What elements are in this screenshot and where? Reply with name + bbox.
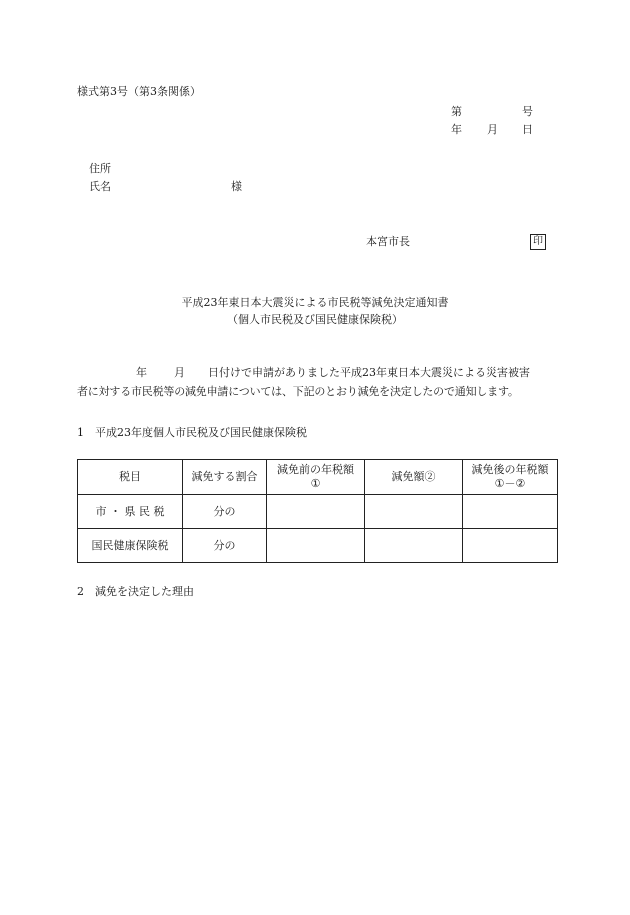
body-month: 月 (174, 366, 185, 379)
row-tax-item: 市 ・ 県 民 税 (78, 495, 183, 529)
header-after-line2: ①－② (494, 477, 526, 490)
tax-table (77, 459, 558, 563)
header-after-line1: 減免後の年税額 (471, 463, 549, 477)
header-rate: 減免する割合 (183, 460, 267, 495)
seal-stamp: 印 (530, 234, 546, 250)
header-before (267, 460, 365, 495)
header-amount: 減免額② (365, 460, 463, 495)
sender-title: 本宮市長 (366, 235, 410, 248)
header-before-line1: 減免前の年税額 (277, 463, 354, 477)
body-line1: 日付けで申請がありました平成23年東日本大震災による災害被害 (208, 366, 530, 379)
body-year: 年 (136, 366, 147, 379)
section1-number: 1 (77, 426, 84, 439)
date-month: 月 (487, 123, 498, 136)
row-amount (365, 529, 463, 563)
row-before (267, 529, 365, 563)
doc-number-prefix: 第 (451, 105, 462, 118)
name-label: 氏名 (89, 180, 111, 193)
row-after (463, 529, 558, 563)
body-line2: 者に対する市民税等の減免申請については、下記のとおり減免を決定したので通知します。 (77, 385, 519, 398)
header-after (463, 460, 558, 495)
row-tax-item: 国民健康保険税 (78, 529, 183, 563)
address-label: 住所 (89, 162, 111, 175)
honorific: 様 (231, 180, 242, 193)
date-day: 日 (522, 123, 533, 136)
header-tax-item: 税目 (78, 460, 183, 495)
section2-number: 2 (77, 585, 84, 598)
section1-title: 平成23年度個人市民税及び国民健康保険税 (95, 426, 307, 439)
date-year: 年 (451, 123, 462, 136)
table-header-row (78, 460, 558, 495)
form-number: 様式第3号（第3条関係） (77, 85, 201, 98)
doc-number-suffix: 号 (522, 105, 533, 118)
header-before-line2: ① (310, 477, 321, 490)
table-row (78, 529, 558, 563)
row-before (267, 495, 365, 529)
document-title: 平成23年東日本大震災による市民税等減免決定通知書 (181, 296, 449, 309)
table-row (78, 495, 558, 529)
row-rate: 分の (183, 495, 267, 529)
row-amount (365, 495, 463, 529)
row-after (463, 495, 558, 529)
section2-title: 減免を決定した理由 (95, 585, 194, 598)
row-rate: 分の (183, 529, 267, 563)
document-subtitle: （個人市民税及び国民健康保険税） (227, 313, 403, 326)
